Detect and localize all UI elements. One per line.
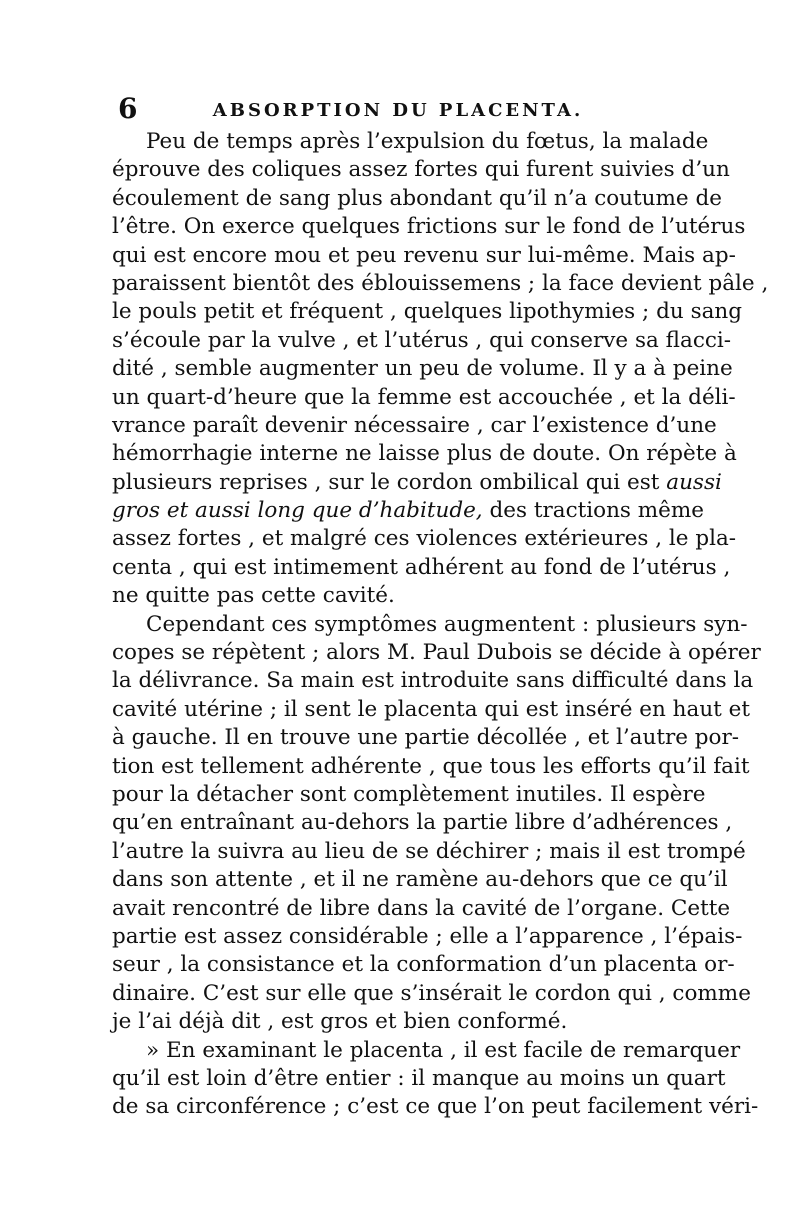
running-title: ABSORPTION DU PLACENTA. <box>212 100 584 121</box>
text-line: à gauche. Il en trouve une partie décollée , et l’autre por- <box>112 725 740 751</box>
page-number: 6 <box>118 92 138 125</box>
text-line: la délivrance. Sa main est introduite sans difficulté dans la <box>112 668 754 694</box>
text-line: je l’ai déjà dit , est gros et bien conformé. <box>112 1009 568 1035</box>
text-line: dité , semble augmenter un peu de volume. Il y a à peine <box>112 356 733 382</box>
text-line: ne quitte pas cette cavité. <box>112 583 395 609</box>
text-line: copes se répètent ; alors M. Paul Dubois se décide à opérer <box>112 640 761 666</box>
text-line: pour la détacher sont complètement inutiles. Il espère <box>112 781 706 807</box>
text-line: écoulement de sang plus abondant qu’il n’a coutume de <box>112 185 722 211</box>
text-line: assez fortes , et malgré ces violences extérieures , le pla- <box>112 526 737 552</box>
text-line: dans son attente , et il ne ramène au-dehors que ce qu’il <box>112 867 728 893</box>
text-line-roman: plusieurs reprises , sur le cordon ombilical qui est <box>112 469 660 495</box>
text-line: Peu de temps après l’expulsion du fœtus, la malade <box>146 129 709 154</box>
text-line-italic: gros et aussi long que d’habitude, <box>112 498 483 524</box>
text-line: qu’il est loin d’être entier : il manque au moins un quart <box>112 1065 726 1091</box>
text-line: » En examinant le placenta , il est facile de remarquer <box>146 1037 741 1063</box>
text-line: dinaire. C’est sur elle que s’insérait le cordon qui , comme <box>112 980 751 1006</box>
text-line: avait rencontré de libre dans la cavité de l’organe. Cette <box>112 895 731 921</box>
text-line: partie est assez considérable ; elle a l’apparence , l’épais- <box>112 923 743 949</box>
text-line: seur , la consistance et la conformation d’un placenta or- <box>112 952 735 978</box>
text-line: paraissent bientôt des éblouissemens ; la face devient pâle , <box>112 270 769 296</box>
text-line <box>112 469 722 497</box>
text-line: qui est encore mou et peu revenu sur lui-même. Mais ap- <box>112 242 736 268</box>
text-line: vrance paraît devenir nécessaire , car l’existence d’une <box>112 412 717 438</box>
text-line: l’autre la suivra au lieu de se déchirer ; mais il est trompé <box>112 838 746 864</box>
text-line <box>112 497 705 525</box>
text-line: tion est tellement adhérente , que tous les efforts qu’il fait <box>112 753 750 779</box>
text-line: un quart-d’heure que la femme est accouchée , et la déli- <box>112 384 736 410</box>
text-line: l’être. On exerce quelques frictions sur le fond de l’utérus <box>112 214 746 240</box>
text-line: éprouve des coliques assez fortes qui furent suivies d’un <box>112 157 730 183</box>
page-header <box>118 92 678 132</box>
text-line: centa , qui est intimement adhérent au fond de l’utérus , <box>112 554 731 580</box>
text-line: s’écoule par la vulve , et l’utérus , qui conserve sa flacci- <box>112 327 732 353</box>
text-line: de sa circonférence ; c’est ce que l’on peut facilement véri- <box>112 1094 759 1120</box>
body-text <box>112 128 769 1122</box>
text-line: cavité utérine ; il sent le placenta qui est inséré en haut et <box>112 696 751 722</box>
text-line: hémorrhagie interne ne laisse plus de doute. On répète à <box>112 441 737 467</box>
text-line: le pouls petit et fréquent , quelques lipothymies ; du sang <box>112 299 743 325</box>
text-line: Cependant ces symptômes augmentent : plusieurs syn- <box>146 611 748 637</box>
text-line: qu’en entraînant au-dehors la partie libre d’adhérences , <box>112 810 733 836</box>
text-line-roman: des tractions même <box>489 498 705 524</box>
text-line-italic: aussi <box>666 469 722 495</box>
